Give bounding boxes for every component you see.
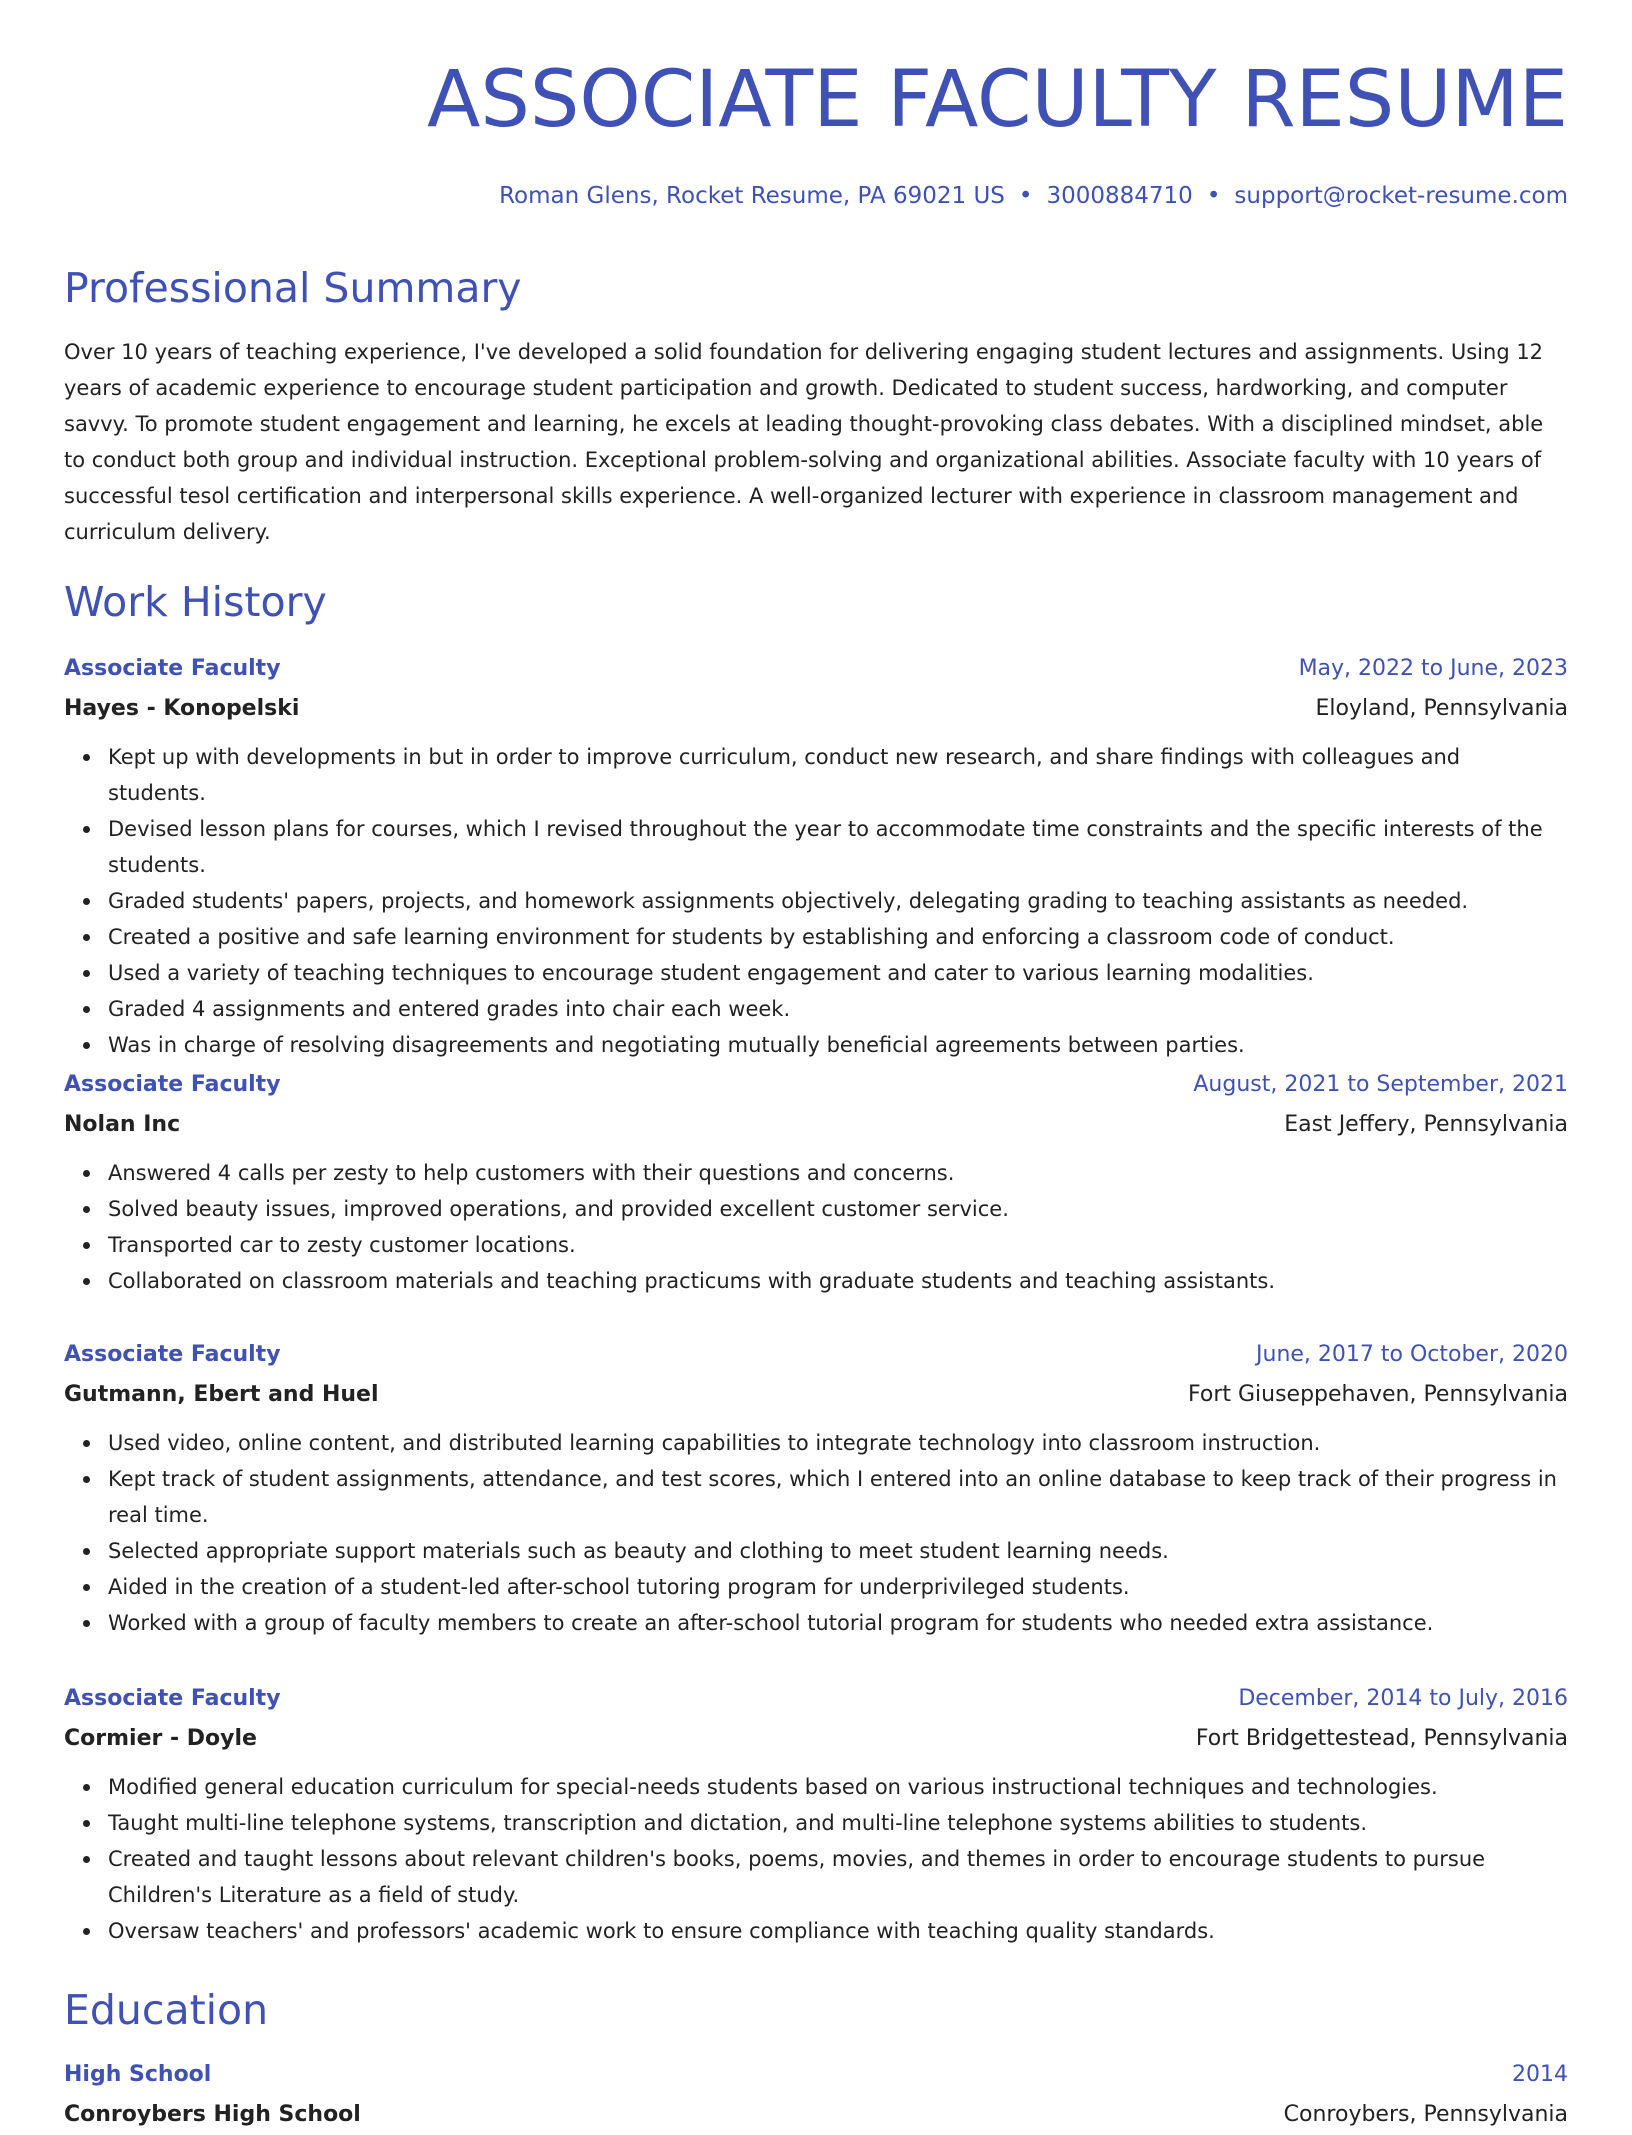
job-dates: December, 2014 to July, 2016 bbox=[1238, 1686, 1568, 1711]
work-history-heading: Work History bbox=[64, 578, 327, 626]
job-bullet: Created and taught lessons about relevant children's books, poems, movies, and themes in order to encourage students to pursue Children's Literature as a field of study. bbox=[108, 1841, 1568, 1913]
education-school: Conroybers High School bbox=[64, 2102, 361, 2127]
job-bullet: Taught multi-line telephone systems, transcription and dictation, and multi-line telephone systems abilities to students. bbox=[108, 1805, 1568, 1841]
job-bullet: Answered 4 calls per zesty to help customers with their questions and concerns. bbox=[108, 1155, 1568, 1191]
job-location: Fort Giuseppehaven, Pennsylvania bbox=[1187, 1382, 1568, 1407]
job-bullets bbox=[64, 1155, 1568, 1299]
job-bullet: Modified general education curriculum for special-needs students based on various instructional techniques and technologies. bbox=[108, 1769, 1568, 1805]
contact-email[interactable]: support@rocket-resume.com bbox=[1234, 183, 1568, 209]
job-bullet: Used a variety of teaching techniques to encourage student engagement and cater to various learning modalities. bbox=[108, 955, 1568, 991]
job-bullet: Solved beauty issues, improved operations, and provided excellent customer service. bbox=[108, 1191, 1568, 1227]
education-degree: High School bbox=[64, 2062, 212, 2087]
job-entry bbox=[64, 649, 1568, 1063]
job-bullet: Kept track of student assignments, attendance, and test scores, which I entered into an online database to keep track of their progress in real time. bbox=[108, 1461, 1568, 1533]
job-bullet: Used video, online content, and distributed learning capabilities to integrate technology into classroom instruction. bbox=[108, 1425, 1568, 1461]
resume-title: ASSOCIATE FACULTY RESUME bbox=[427, 55, 1568, 145]
job-dates: May, 2022 to June, 2023 bbox=[1298, 656, 1568, 681]
job-entry bbox=[64, 1679, 1568, 1949]
job-dates: June, 2017 to October, 2020 bbox=[1256, 1342, 1568, 1367]
job-bullet: Kept up with developments in but in order to improve curriculum, conduct new research, and share findings with colleagues and students. bbox=[108, 739, 1568, 811]
job-entry bbox=[64, 1065, 1568, 1299]
job-title: Associate Faculty bbox=[64, 656, 281, 681]
job-dates: August, 2021 to September, 2021 bbox=[1193, 1072, 1568, 1097]
job-bullets bbox=[64, 739, 1568, 1063]
job-bullet: Collaborated on classroom materials and teaching practicums with graduate students and teaching assistants. bbox=[108, 1263, 1568, 1299]
job-company: Hayes - Konopelski bbox=[64, 696, 300, 721]
job-bullet: Aided in the creation of a student-led after-school tutoring program for underprivileged students. bbox=[108, 1569, 1568, 1605]
job-bullet: Was in charge of resolving disagreements and negotiating mutually beneficial agreements between parties. bbox=[108, 1027, 1568, 1063]
education-location: Conroybers, Pennsylvania bbox=[1283, 2102, 1568, 2127]
job-company: Nolan Inc bbox=[64, 1112, 181, 1137]
contact-separator: • bbox=[1206, 183, 1221, 209]
summary-text: Over 10 years of teaching experience, I've developed a solid foundation for delivering engaging student lectures and assignments. Using 12 years of academic experience to encourage student participation and growth. Dedicated to student success, hardworking, and computer savvy. To promote student engagement and learning, he excels at leading thought-provoking class debates. With a disciplined mindset, able to conduct both group and individual instruction. Exceptional problem-solving and organizational abilities. Associate faculty with 10 years of successful tesol certification and interpersonal skills experience. A well-organized lecturer with experience in classroom management and curriculum delivery. bbox=[64, 340, 1544, 544]
contact-phone: 3000884710 bbox=[1046, 183, 1193, 209]
job-location: East Jeffery, Pennsylvania bbox=[1284, 1112, 1568, 1137]
education-heading: Education bbox=[64, 1986, 269, 2034]
job-bullet: Devised lesson plans for courses, which I revised throughout the year to accommodate time constraints and the specific interests of the students. bbox=[108, 811, 1568, 883]
job-location: Fort Bridgettestead, Pennsylvania bbox=[1195, 1726, 1568, 1751]
job-bullets bbox=[64, 1425, 1568, 1641]
job-bullet: Worked with a group of faculty members to create an after-school tutorial program for students who needed extra assistance. bbox=[108, 1605, 1568, 1641]
job-company: Gutmann, Ebert and Huel bbox=[64, 1382, 379, 1407]
contact-address: Roman Glens, Rocket Resume, PA 69021 US bbox=[499, 183, 1005, 209]
job-title: Associate Faculty bbox=[64, 1072, 281, 1097]
contact-line bbox=[499, 180, 1568, 212]
job-title: Associate Faculty bbox=[64, 1342, 281, 1367]
summary-heading: Professional Summary bbox=[64, 264, 522, 312]
job-bullet: Graded 4 assignments and entered grades into chair each week. bbox=[108, 991, 1568, 1027]
contact-separator: • bbox=[1018, 183, 1033, 209]
education-year: 2014 bbox=[1512, 2062, 1568, 2087]
job-bullet: Graded students' papers, projects, and homework assignments objectively, delegating grading to teaching assistants as needed. bbox=[108, 883, 1568, 919]
job-bullet: Created a positive and safe learning environment for students by establishing and enforcing a classroom code of conduct. bbox=[108, 919, 1568, 955]
job-bullet: Oversaw teachers' and professors' academic work to ensure compliance with teaching quality standards. bbox=[108, 1913, 1568, 1949]
job-bullets bbox=[64, 1769, 1568, 1949]
job-location: Eloyland, Pennsylvania bbox=[1315, 696, 1568, 721]
job-entry bbox=[64, 1335, 1568, 1641]
job-title: Associate Faculty bbox=[64, 1686, 281, 1711]
job-bullet: Transported car to zesty customer locations. bbox=[108, 1227, 1568, 1263]
education-entry bbox=[64, 2055, 1568, 2135]
job-company: Cormier - Doyle bbox=[64, 1726, 257, 1751]
job-bullet: Selected appropriate support materials such as beauty and clothing to meet student learning needs. bbox=[108, 1533, 1568, 1569]
